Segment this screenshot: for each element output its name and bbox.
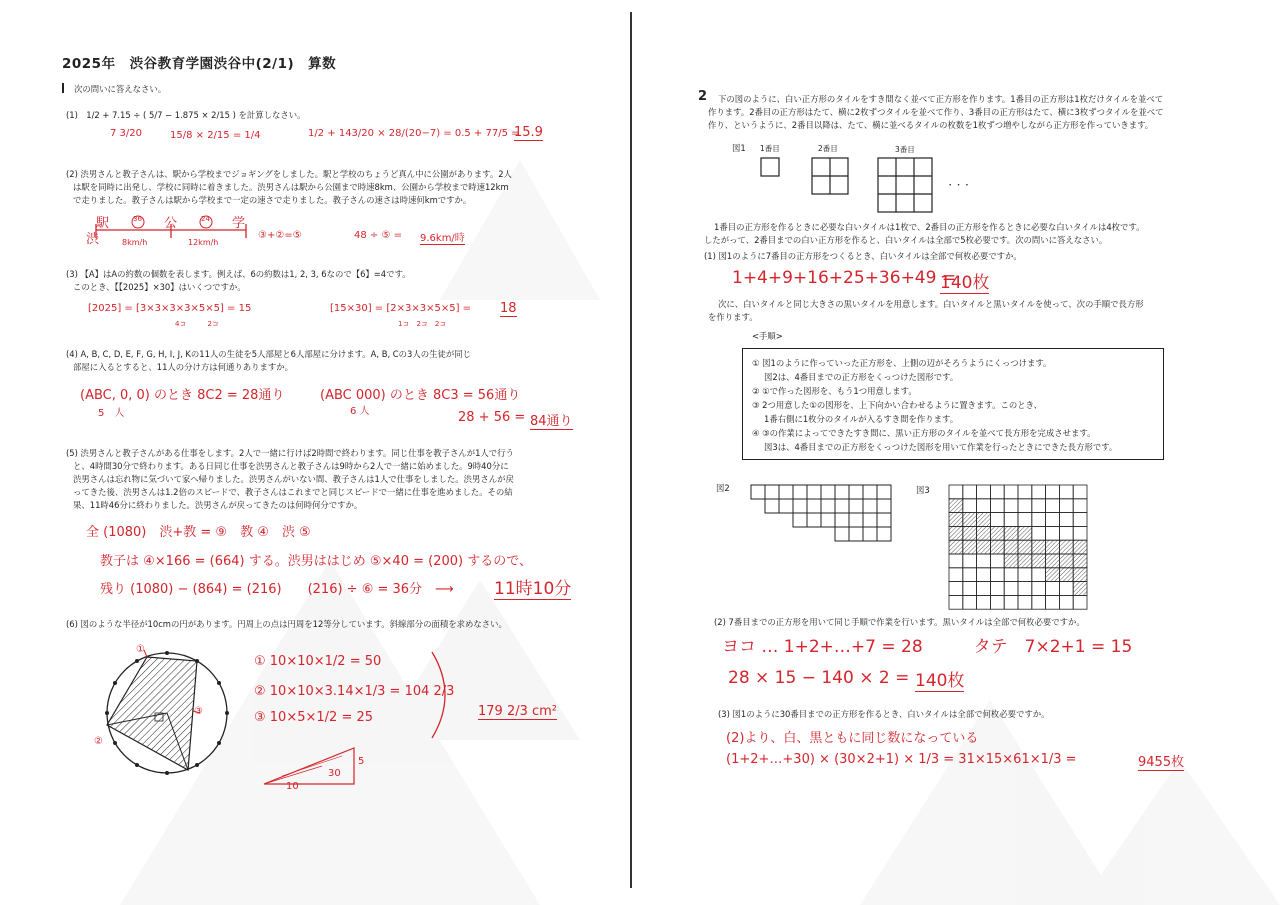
fig1-label: 図1: [732, 143, 746, 153]
fig3-white-tile: [977, 582, 991, 596]
s2-q2-work-1: ヨコ … 1+2+…+7 = 28 タテ 7×2+1 = 15: [722, 637, 1133, 657]
fig3-rectangle: [948, 484, 1093, 610]
fig3-black-tile: [1046, 554, 1060, 568]
fig3-white-tile: [990, 485, 1004, 499]
fig3-white-tile: [990, 554, 1004, 568]
s2-q3-work-2: (1+2+…+30) × (30×2+1) × 1/3 = 31×15×61×1/3 =: [726, 752, 1077, 767]
fig1-squares: [760, 155, 940, 215]
q3-text: (3) 【A】はAの約数の個数を表します。例えば、6の約数は1, 2, 3, 6なので【6】=4です。: [66, 269, 411, 279]
fig3-black-tile: [1046, 568, 1060, 582]
fig3-white-tile: [1046, 513, 1060, 527]
fig2-tile: [835, 485, 849, 499]
fig2-tile: [779, 499, 793, 513]
fig2-staircase: [750, 484, 895, 544]
q2-label-park: 公: [164, 216, 178, 231]
q2-text-3: で走りました。教子さんは駅から学校まで一定の速さで走りました。教子さんの速さは時速何kmですか。: [73, 195, 472, 205]
s2-q2-answer: 140枚: [915, 666, 964, 692]
s2-q2-text: (2) 7番目までの正方形を用いて同じ手順で作業を行います。黒いタイルは全部で何枚必要ですか。: [714, 617, 1085, 627]
fig3-white-tile: [949, 595, 963, 609]
fig2-tile: [877, 499, 891, 513]
fig3-white-tile: [1073, 513, 1087, 527]
q3-answer: 18: [500, 301, 517, 316]
fig2-tile: [793, 499, 807, 513]
fig3-white-tile: [949, 568, 963, 582]
fig2-tile: [835, 513, 849, 527]
q3-work-2: [15×30] = [2×3×3×5×5] =: [330, 303, 472, 314]
fig3-black-tile: [1073, 554, 1087, 568]
fig2-label: 図2: [716, 483, 730, 493]
q6-work-1: ① 10×10×1/2 = 50: [254, 654, 382, 669]
fig3-black-tile: [1004, 540, 1018, 554]
fig2-tile: [849, 485, 863, 499]
fig3-white-tile: [990, 513, 1004, 527]
q6-circle-figure: [100, 645, 240, 785]
fig3-white-tile: [1032, 526, 1046, 540]
q4-text-2: 部屋に入るとすると、11人の分け方は何通りありますか。: [73, 362, 294, 372]
q6-tri-label-30: 30: [328, 768, 341, 779]
q1-work-1: 7 3/20: [110, 128, 142, 139]
page-divider: [630, 12, 632, 888]
q6-work-3: ③ 10×5×1/2 = 25: [254, 710, 374, 725]
q1-answer: 15.9: [514, 125, 543, 140]
fig3-white-tile: [1073, 595, 1087, 609]
fig3-white-tile: [1059, 485, 1073, 499]
fig3-white-tile: [977, 568, 991, 582]
fig3-white-tile: [1046, 595, 1060, 609]
fig3-black-tile: [977, 540, 991, 554]
fig2-tile: [751, 485, 765, 499]
fig3-white-tile: [963, 499, 977, 513]
procedure-step-4b: 図3は、4番目までの正方形をくっつけた図形を用いて作業を行ったときにできた長方形です。: [764, 442, 1118, 452]
fig3-white-tile: [1046, 485, 1060, 499]
fig3-white-tile: [1018, 513, 1032, 527]
fig3-white-tile: [1032, 582, 1046, 596]
fig3-black-tile: [1004, 554, 1018, 568]
fig3-white-tile: [1004, 499, 1018, 513]
fig3-black-tile: [963, 540, 977, 554]
q2-label-station: 駅: [96, 216, 110, 231]
fig2-tile: [877, 485, 891, 499]
fig3-white-tile: [1046, 526, 1060, 540]
q5-answer: 11時10分: [494, 574, 571, 600]
fig3-black-tile: [1059, 554, 1073, 568]
q6-brace: [430, 650, 460, 740]
fig3-black-tile: [949, 540, 963, 554]
fig3-white-tile: [977, 595, 991, 609]
fig2-tile: [793, 513, 807, 527]
q2-work: ③+②=⑤: [258, 230, 302, 241]
q5-text: (5) 渋男さんと教子さんがある仕事をします。2人で一緒に行けば2時間で終わります。同じ仕事を教子さんが1人で行う: [66, 448, 514, 458]
q5-work-1: 全 (1080) 渋+教 = ⑨ 教 ④ 渋 ⑤: [86, 525, 311, 540]
fig3-white-tile: [977, 554, 991, 568]
fig3-white-tile: [1018, 485, 1032, 499]
fig2-tile: [863, 513, 877, 527]
fig2-tile: [835, 527, 849, 541]
fig3-white-tile: [1073, 485, 1087, 499]
section1-instruction: 次の問いに答えなさい。: [62, 83, 166, 96]
q2-label-school: 学: [232, 216, 246, 231]
fig2-tile: [863, 499, 877, 513]
fig3-white-tile: [1032, 485, 1046, 499]
fig3-white-tile: [1059, 582, 1073, 596]
page-title: 2025年 渋谷教育学園渋谷中(2/1) 算数: [62, 56, 337, 72]
fig2-tile: [765, 485, 779, 499]
fig3-white-tile: [977, 499, 991, 513]
fig2-tile: [849, 527, 863, 541]
procedure-step-4: ④ ③の作業によってできたすき間に、黒い正方形のタイルを並べて長方形を完成させます。: [752, 428, 1096, 438]
fig3-black-tile: [1073, 540, 1087, 554]
q2-label-speed1: 8km/h: [122, 238, 148, 247]
fig3-white-tile: [1059, 526, 1073, 540]
q6-work-2: ② 10×10×3.14×1/3 = 104 2/3: [254, 684, 455, 699]
q2-label-24: 24: [201, 215, 210, 223]
fig3-black-tile: [949, 499, 963, 513]
procedure-step-3: ③ 2つ用意した①の図形を、上下向かい合わせるように置きます。このとき、: [752, 400, 1042, 410]
q4-work-1-sub: 5 人: [98, 408, 125, 419]
fig2-tile: [863, 485, 877, 499]
section2-para2-1: 次に、白いタイルと同じ大きさの黒いタイルを用意します。白いタイルと黒いタイルを使って、次の手順で長方形: [718, 299, 1144, 309]
procedure-step-1b: 図2は、4番目までの正方形をくっつけた図形です。: [764, 372, 959, 382]
fig3-white-tile: [963, 485, 977, 499]
fig3-white-tile: [949, 582, 963, 596]
fig3-white-tile: [1073, 526, 1087, 540]
fig3-black-tile: [949, 513, 963, 527]
q6-circle-label-3: ③: [194, 706, 203, 717]
fig1-item-2: 2番目: [818, 144, 838, 153]
fig2-tile: [821, 485, 835, 499]
q4-work-2: (ABC 000) のとき 8C3 = 56通り: [320, 388, 521, 403]
q5-work-3: 残り (1080) − (864) = (216) (216) ÷ ⑥ = 36分 ⟶: [100, 582, 454, 597]
fig3-black-tile: [963, 513, 977, 527]
fig2-tile: [835, 499, 849, 513]
fig3-white-tile: [1059, 595, 1073, 609]
q6-answer: 179 2/3 cm²: [478, 704, 558, 719]
fig3-white-tile: [963, 554, 977, 568]
fig2-tile: [849, 513, 863, 527]
q3-text-2: このとき、【【2025】×30】はいくつですか。: [73, 282, 246, 292]
fig3-white-tile: [1046, 582, 1060, 596]
fig3-white-tile: [1018, 499, 1032, 513]
s2-q3-answer: 9455枚: [1138, 751, 1184, 771]
fig3-white-tile: [963, 582, 977, 596]
fig3-white-tile: [1004, 485, 1018, 499]
q6-circle-label-2: ②: [94, 736, 103, 747]
fig3-white-tile: [990, 499, 1004, 513]
fig3-white-tile: [1032, 513, 1046, 527]
s2-q1-answer: 140枚: [940, 268, 989, 294]
q3-work-1-sub: 4コ 2コ: [175, 320, 219, 328]
q5-text-2: と、4時間30分で終わります。ある日同じ仕事を渋男さんと教子さんは9時から2人で一緒に始めました。9時40分に: [73, 461, 509, 471]
q2-answer: 9.6km/時: [420, 229, 465, 245]
fig2-tile: [877, 513, 891, 527]
fig3-white-tile: [990, 582, 1004, 596]
fig2-tile: [821, 499, 835, 513]
q6-tri-label-10: 10: [286, 781, 299, 792]
q2-label-speed2: 12km/h: [188, 238, 219, 247]
section2-intro-1: 下の図のように、白い正方形のタイルをすき間なく並べて正方形を作ります。1番目の正方形は1枚だけタイルを並べて: [718, 94, 1164, 104]
fig3-white-tile: [990, 568, 1004, 582]
section2-para-2: したがって、2番目までの白い正方形を作ると、白いタイルは全部で5枚必要です。次の問いに答えなさい。: [704, 235, 1108, 245]
fig3-white-tile: [1032, 568, 1046, 582]
s2-q1-work: 1+4+9+16+25+36+49 =: [732, 268, 957, 288]
q2-label-36: 36: [133, 215, 142, 223]
q4-work-1: (ABC, 0, 0) のとき 8C2 = 28通り: [80, 388, 285, 403]
procedure-step-3b: 1番右側に1枚分のタイルが入るすき間を作ります。: [764, 414, 959, 424]
q1-work-3: 1/2 + 143/20 × 28/(20−7) = 0.5 + 77/5 =: [308, 128, 520, 139]
fig3-white-tile: [1059, 499, 1073, 513]
fig3-black-tile: [1032, 554, 1046, 568]
fig3-black-tile: [1018, 554, 1032, 568]
fig3-white-tile: [990, 595, 1004, 609]
fig3-white-tile: [1018, 595, 1032, 609]
section2-para2-2: を作ります。: [708, 312, 758, 322]
fig3-white-tile: [1046, 499, 1060, 513]
fig2-tile: [793, 485, 807, 499]
fig1-item-1: 1番目: [760, 144, 780, 153]
fig3-white-tile: [977, 485, 991, 499]
section2-para-1: 1番目の正方形を作るときに必要な白いタイルは1枚で、2番目の正方形を作るときに必要な白いタイルは4枚です。: [714, 222, 1145, 232]
q2-work-2: 48 ÷ ⑤ =: [354, 230, 402, 241]
fig3-black-tile: [990, 540, 1004, 554]
fig3-white-tile: [1073, 499, 1087, 513]
q6-triangle-sketch: [262, 746, 372, 786]
fig3-black-tile: [977, 513, 991, 527]
fig3-black-tile: [1073, 582, 1087, 596]
fig3-black-tile: [1018, 526, 1032, 540]
fig3-black-tile: [1059, 568, 1073, 582]
fig3-black-tile: [1073, 568, 1087, 582]
q5-text-4: ってきた後、渋男さんは1.2倍のスピードで、教子さんはこれまでと同じスピードで一緒に仕事を進めました。その結: [73, 487, 513, 497]
fig3-white-tile: [963, 595, 977, 609]
fig3-black-tile: [1059, 540, 1073, 554]
fig3-black-tile: [949, 526, 963, 540]
q5-work-2: 教子は ④×166 = (664) する。渋男ははじめ ⑤×40 = (200) するので、: [100, 554, 532, 569]
fig3-white-tile: [1004, 582, 1018, 596]
q2-text: (2) 渋男さんと教子さんは、駅から学校までジョギングをしました。駅と学校のちょうど真ん中に公園があります。2人: [66, 169, 512, 179]
q2-text-2: は駅を同時に出発し、学校に同時に着きました。渋男さんは駅から公園まで時速8km、公園から学校まで時速12km: [73, 182, 509, 192]
procedure-step-1: ① 図1のように作っていった正方形を、上側の辺がそろうようにくっつけます。: [752, 358, 1052, 368]
fig3-black-tile: [963, 526, 977, 540]
fig2-tile: [877, 527, 891, 541]
fig2-tile: [779, 485, 793, 499]
fig3-white-tile: [1018, 582, 1032, 596]
procedure-title: <手順>: [752, 331, 783, 341]
fig3-white-tile: [1059, 513, 1073, 527]
fig2-tile: [765, 499, 779, 513]
q4-text: (4) A, B, C, D, E, F, G, H, I, J, Kの11人の生徒を5人部屋と6人部屋に分けます。A, B, Cの3人の生徒が同じ: [66, 349, 471, 359]
fig2-tile: [821, 513, 835, 527]
fig2-tile: [863, 527, 877, 541]
fig3-label: 図3: [916, 485, 930, 495]
q4-work-3: 28 + 56 =: [458, 410, 526, 425]
fig3-white-tile: [1032, 595, 1046, 609]
q6-tri-label-5: 5: [358, 756, 365, 767]
q3-work-1: [2025] = [3×3×3×3×5×5] = 15: [88, 303, 252, 314]
fig2-tile: [807, 499, 821, 513]
q5-text-5: 果、11時46分に終わりました。渋男さんが戻ってきたのは何時何分ですか。: [73, 500, 363, 510]
fig3-white-tile: [1004, 513, 1018, 527]
section2-number: 2: [698, 89, 708, 104]
s2-q1-text: (1) 図1のように7番目の正方形をつくるとき、白いタイルは全部で何枚必要ですか。: [704, 251, 1022, 261]
fig3-white-tile: [1004, 595, 1018, 609]
q6-text: (6) 図のような半径が10cmの円があります。円周上の点は円周を12等分しています。斜線部分の面積を求めなさい。: [66, 619, 507, 629]
fig3-black-tile: [990, 526, 1004, 540]
fig3-black-tile: [1032, 540, 1046, 554]
fig3-white-tile: [949, 485, 963, 499]
fig1-ellipsis: ・・・: [946, 180, 972, 190]
fig2-tile: [807, 485, 821, 499]
s2-q2-work-2: 28 × 15 − 140 × 2 =: [728, 668, 910, 688]
section2-intro-2: 作ります。2番目の正方形はたて、横に2枚ずつタイルを並べて作り、3番目の正方形はたて、横に3枚ずつタイルを並べて: [708, 107, 1164, 117]
fig1-item-3: 3番目: [895, 145, 915, 154]
fig3-white-tile: [963, 568, 977, 582]
q4-work-2-sub: 6 人: [350, 406, 370, 417]
procedure-step-2: ② ①で作った図形を、もう1つ用意します。: [752, 386, 917, 396]
q4-answer: 84通り: [530, 410, 573, 430]
fig3-white-tile: [1032, 499, 1046, 513]
fig3-black-tile: [1004, 526, 1018, 540]
q1-text: (1) 1/2 + 7.15 ÷ ( 5/7 − 1.875 × 2/15 ) を計算しなさい。: [66, 110, 306, 120]
fig3-black-tile: [1046, 540, 1060, 554]
s2-q3-text: (3) 図1のように30番目までの正方形を作るとき、白いタイルは全部で何枚必要ですか。: [718, 709, 1050, 719]
fig2-tile: [849, 499, 863, 513]
q2-label-shibu: 渋: [86, 232, 100, 247]
section2-intro-3: 作り、というように、2番目以降は、たて、横に並べるタイルの枚数を1枚ずつ増やしながら正方形を作っていきます。: [708, 120, 1154, 130]
q5-text-3: 渋男さんは忘れ物に気づいて家へ帰りました。渋男さんがいない間、教子さんは1人で仕事をしました。渋男さんが戻: [73, 474, 514, 484]
fig3-white-tile: [949, 554, 963, 568]
q6-circle-label-1: ①: [136, 644, 145, 655]
s2-q3-work-1: (2)より、白、黒ともに同じ数になっている: [726, 731, 979, 746]
fig3-white-tile: [1004, 568, 1018, 582]
fig3-black-tile: [1018, 540, 1032, 554]
fig3-black-tile: [977, 526, 991, 540]
fig2-tile: [807, 513, 821, 527]
q1-work-2: 15/8 × 2/15 = 1/4: [170, 130, 261, 141]
fig3-white-tile: [1018, 568, 1032, 582]
q3-work-2-sub: 1コ 2コ 2コ: [398, 320, 447, 328]
